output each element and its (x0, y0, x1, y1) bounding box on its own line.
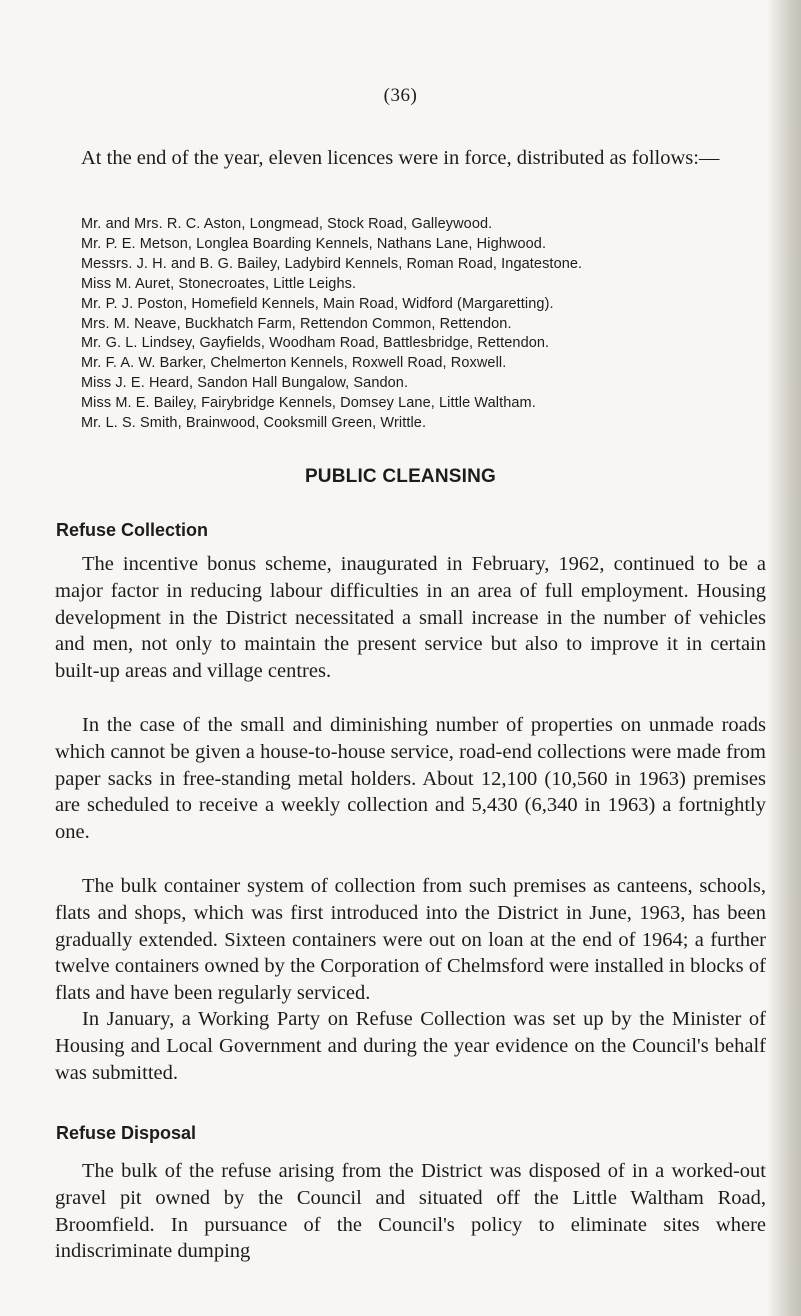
refuse-collection-paragraph: The incentive bonus scheme, inaugurated in February, 1962, continued to be a major factor in reducing labour difficulties in an area of full employment. Housing development in the District necessitated a small increase in the number of vehicles and men, not only to maintain the present service but also to improve it in certain built-up areas and village centres. (55, 553, 766, 683)
refuse-disposal-paragraph: The bulk of the refuse arising from the District was disposed of in a worked-out gravel pit owned by the Council and situated off the Little Waltham Road, Broomfield. In pursuance of the Council's policy to eliminate sites where indiscriminate dumping (55, 1160, 766, 1263)
section-title: PUBLIC CLEANSING (304, 466, 497, 487)
licence-entry: Miss M. E. Bailey, Fairybridge Kennels, Domsey Lane, Little Waltham. (81, 395, 536, 412)
licence-entry: Miss J. E. Heard, Sandon Hall Bungalow, Sandon. (81, 375, 409, 392)
refuse-disposal-heading: Refuse Disposal (56, 1123, 197, 1143)
refuse-collection-heading: Refuse Collection (56, 520, 209, 540)
refuse-collection-paragraph: In the case of the small and diminishing number of properties on unmade roads which cannot be given a house-to-house service, road-end collections were made from paper sacks in free-standing metal holders. About 12,100 (10,560 in 1963) premises are scheduled to receive a weekly collection and 5,430 (6,340 in 1963) a fortnightly one. (55, 714, 766, 844)
licence-entry: Mr. P. E. Metson, Longlea Boarding Kennels, Nathans Lane, Highwood. (81, 235, 547, 252)
refuse-collection-paragraph: In January, a Working Party on Refuse Collection was set up by the Minister of Housing and Local Government and during the year evidence on the Council's behalf was submitted. (55, 1008, 766, 1084)
licence-entry: Mr. L. S. Smith, Brainwood, Cooksmill Green, Writtle. (81, 415, 427, 432)
page-number: (36) (383, 85, 418, 106)
intro-paragraph: At the end of the year, eleven licences were in force, distributed as follows:— (81, 147, 720, 169)
licence-entry: Mr. F. A. W. Barker, Chelmerton Kennels, Roxwell Road, Roxwell. (81, 355, 507, 372)
refuse-collection-paragraph: The bulk container system of collection from such premises as canteens, schools, flats and shops, which was first introduced into the District in June, 1963, has been gradually extended. Sixteen containers were out on loan at the end of 1964; a further twelve containers owned by the Corporation of Chelmsford were installed in blocks of flats and have been regularly serviced. (55, 875, 766, 1005)
licence-entry: Mr. G. L. Lindsey, Gayfields, Woodham Road, Battlesbridge, Rettendon. (81, 335, 550, 352)
licence-list (81, 215, 771, 434)
licence-entry: Mrs. M. Neave, Buckhatch Farm, Rettendon Common, Rettendon. (81, 315, 512, 332)
licence-entry: Messrs. J. H. and B. G. Bailey, Ladybird Kennels, Roman Road, Ingatestone. (81, 255, 583, 272)
licence-entry: Mr. P. J. Poston, Homefield Kennels, Main Road, Widford (Margaretting). (81, 295, 554, 312)
licence-entry: Mr. and Mrs. R. C. Aston, Longmead, Stock Road, Galleywood. (81, 216, 493, 232)
licence-entry: Miss M. Auret, Stonecroates, Little Leighs. (81, 275, 357, 292)
